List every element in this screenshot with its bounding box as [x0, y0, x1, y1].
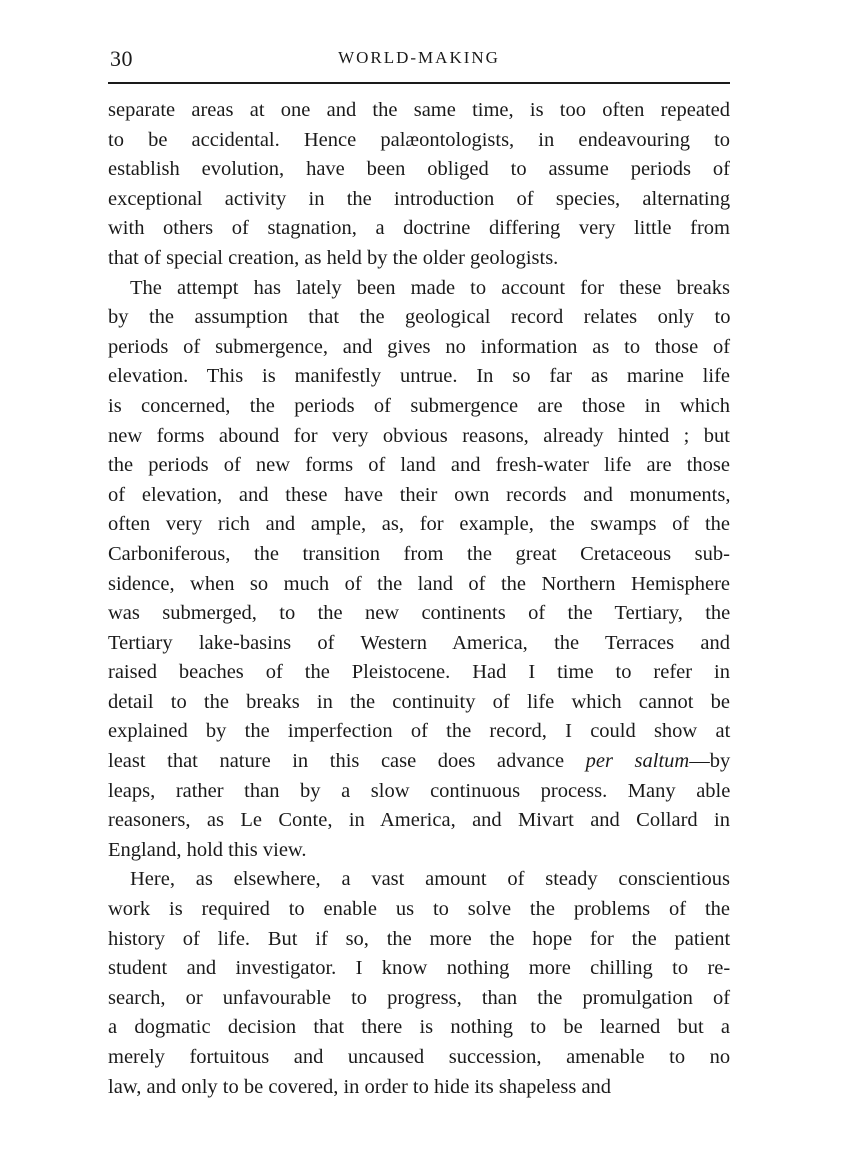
text-line: that of special creation, as held by the older geologists.	[108, 246, 559, 269]
paragraph-3	[108, 865, 730, 1102]
text-line: work is required to enable us to solve the problems of the	[108, 898, 730, 921]
text-line: elevation. This is manifestly untrue. In so far as marine life	[108, 365, 730, 388]
text-line: reasoners, as Le Conte, in America, and Mivart and Collard in	[108, 809, 730, 832]
text-line: with others of stagnation, a doctrine differing very little from	[108, 217, 730, 240]
text-line: explained by the imperfection of the record, I could show at	[108, 720, 731, 743]
text-line: history of life. But if so, the more the hope for the patient	[108, 927, 731, 950]
text-fragment: least that nature in this case does advance	[108, 750, 586, 773]
paragraph-2	[108, 274, 730, 866]
text-line: was submerged, to the new continents of the Tertiary, the	[108, 602, 731, 625]
text-line: new forms abound for very obvious reasons, already hinted ; but	[108, 424, 730, 447]
text-line: leaps, rather than by a slow continuous process. Many able	[108, 779, 731, 802]
text-line: detail to the breaks in the continuity of life which cannot be	[108, 690, 731, 713]
text-line: the periods of new forms of land and fresh-water life are those	[108, 454, 730, 477]
text-line: often very rich and ample, as, for example, the swamps of the	[108, 513, 730, 536]
text-line: Tertiary lake-basins of Western America, the Terraces and	[108, 631, 730, 654]
text-line: law, and only to be covered, in order to hide its shapeless and	[108, 1075, 612, 1098]
text-line: separate areas at one and the same time, is too often repeated	[108, 99, 730, 121]
italic-phrase: per saltum	[585, 750, 690, 773]
text-line: merely fortuitous and uncaused succession, amenable to no	[108, 1046, 731, 1068]
text-line: establish evolution, have been obliged to assume periods of	[108, 158, 730, 181]
text-line: periods of submergence, and gives no information as to those of	[108, 335, 731, 358]
text-line: a dogmatic decision that there is nothing to be learned but a	[108, 1016, 731, 1039]
header-rule	[108, 82, 730, 84]
text-line: student and investigator. I know nothing more chilling to re-	[108, 957, 731, 980]
text-line: to be accidental. Hence palæontologists, in endeavouring to	[108, 128, 731, 151]
text-line: Carboniferous, the transition from the great Cretaceous sub-	[108, 542, 730, 565]
text-line: exceptional activity in the introduction of species, alternating	[108, 187, 731, 210]
text-line: The attempt has lately been made to account for these breaks	[130, 276, 730, 299]
text-line: is concerned, the periods of submergence are those in which	[108, 394, 730, 417]
text-line: England, hold this view.	[108, 838, 307, 861]
paragraph-1	[108, 96, 730, 274]
text-line: of elevation, and these have their own records and monuments,	[108, 483, 731, 506]
text-line: raised beaches of the Pleistocene. Had I time to refer in	[108, 661, 730, 684]
text-line: sidence, when so much of the land of the Northern Hemisphere	[108, 572, 730, 595]
book-page	[108, 44, 730, 1102]
text-line: Here, as elsewhere, a vast amount of steady conscientious	[130, 868, 730, 891]
running-title: WORLD-MAKING	[338, 48, 500, 67]
body-text	[108, 96, 730, 1102]
running-head	[108, 44, 730, 74]
text-line: search, or unfavourable to progress, than the promulgation of	[108, 986, 731, 1009]
text-fragment: —by	[689, 750, 731, 773]
text-line: by the assumption that the geological record relates only to	[108, 306, 731, 329]
page-number: 30	[110, 46, 133, 71]
text-line	[108, 747, 730, 777]
